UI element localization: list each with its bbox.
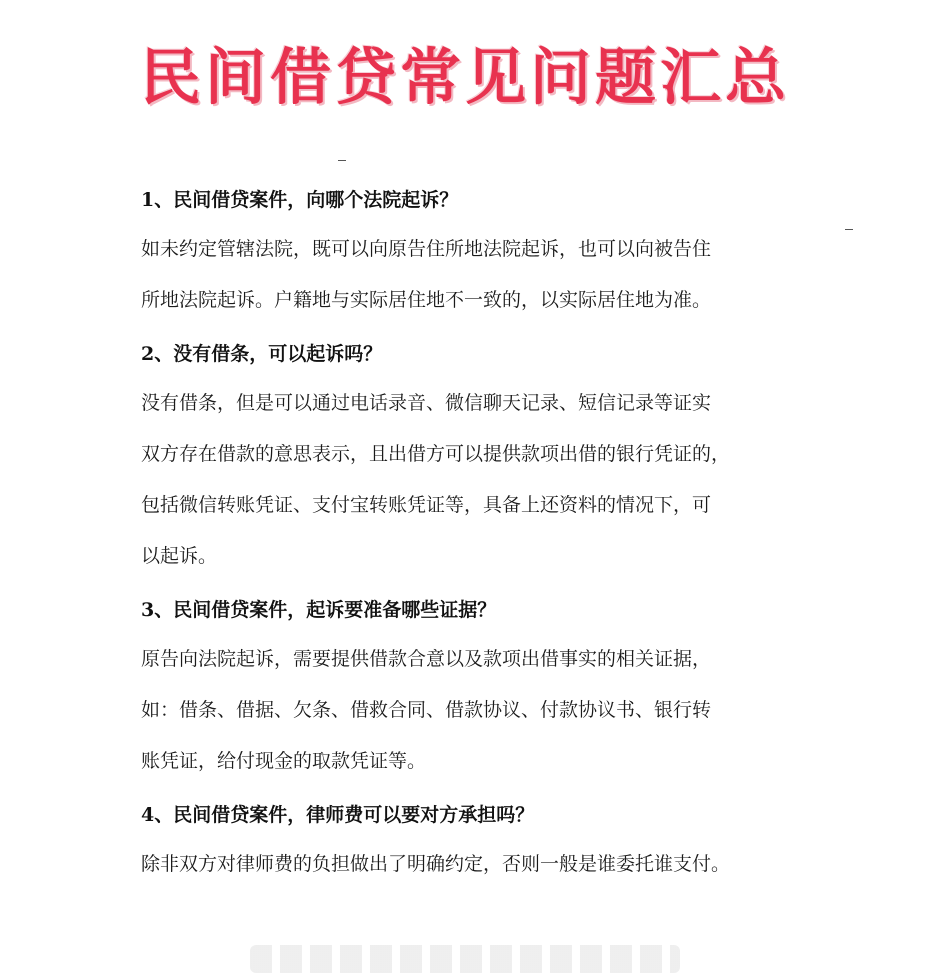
faq-question: 4、民间借贷案件，律师费可以要对方承担吗？	[141, 804, 535, 826]
faq-item-1	[141, 176, 821, 326]
answer-line: 没有借条，但是可以通过电话录音、微信聊天记录、短信记录等证实	[141, 392, 712, 414]
faq-question: 2、没有借条，可以起诉吗？	[141, 343, 383, 365]
faq-item-2	[141, 330, 821, 582]
faq-question: 3、民间借贷案件，起诉要准备哪些证据？	[141, 599, 497, 621]
faq-list	[141, 176, 821, 894]
answer-line: 双方存在借款的意思表示，且出借方可以提供款项出借的银行凭证的，	[141, 443, 731, 465]
faq-answer	[141, 378, 821, 582]
faq-answer	[141, 634, 821, 787]
watermark	[250, 945, 680, 973]
faq-answer	[141, 839, 821, 890]
answer-line: 除非双方对律师费的负担做出了明确约定，否则一般是谁委托谁支付。	[141, 853, 731, 875]
answer-line: 原告向法院起诉，需要提供借款合意以及款项出借事实的相关证据，	[141, 648, 712, 670]
faq-answer	[141, 224, 821, 326]
answer-line: 如未约定管辖法院，既可以向原告住所地法院起诉，也可以向被告住	[141, 238, 712, 260]
answer-line: 所地法院起诉。户籍地与实际居住地不一致的，以实际居住地为准。	[141, 289, 712, 311]
scan-mark	[845, 229, 853, 230]
answer-line: 包括微信转账凭证、支付宝转账凭证等，具备上还资料的情况下，可	[141, 494, 712, 516]
faq-item-3	[141, 586, 821, 787]
faq-item-4	[141, 791, 821, 890]
scan-mark	[338, 160, 346, 161]
answer-line: 如：借条、借据、欠条、借救合同、借款协议、付款协议书、银行转	[141, 699, 712, 721]
faq-question: 1、民间借贷案件，向哪个法院起诉？	[141, 189, 459, 211]
answer-line: 账凭证，给付现金的取款凭证等。	[141, 750, 427, 772]
page-title: 民间借贷常见问题汇总	[140, 42, 791, 113]
answer-line: 以起诉。	[141, 545, 218, 567]
